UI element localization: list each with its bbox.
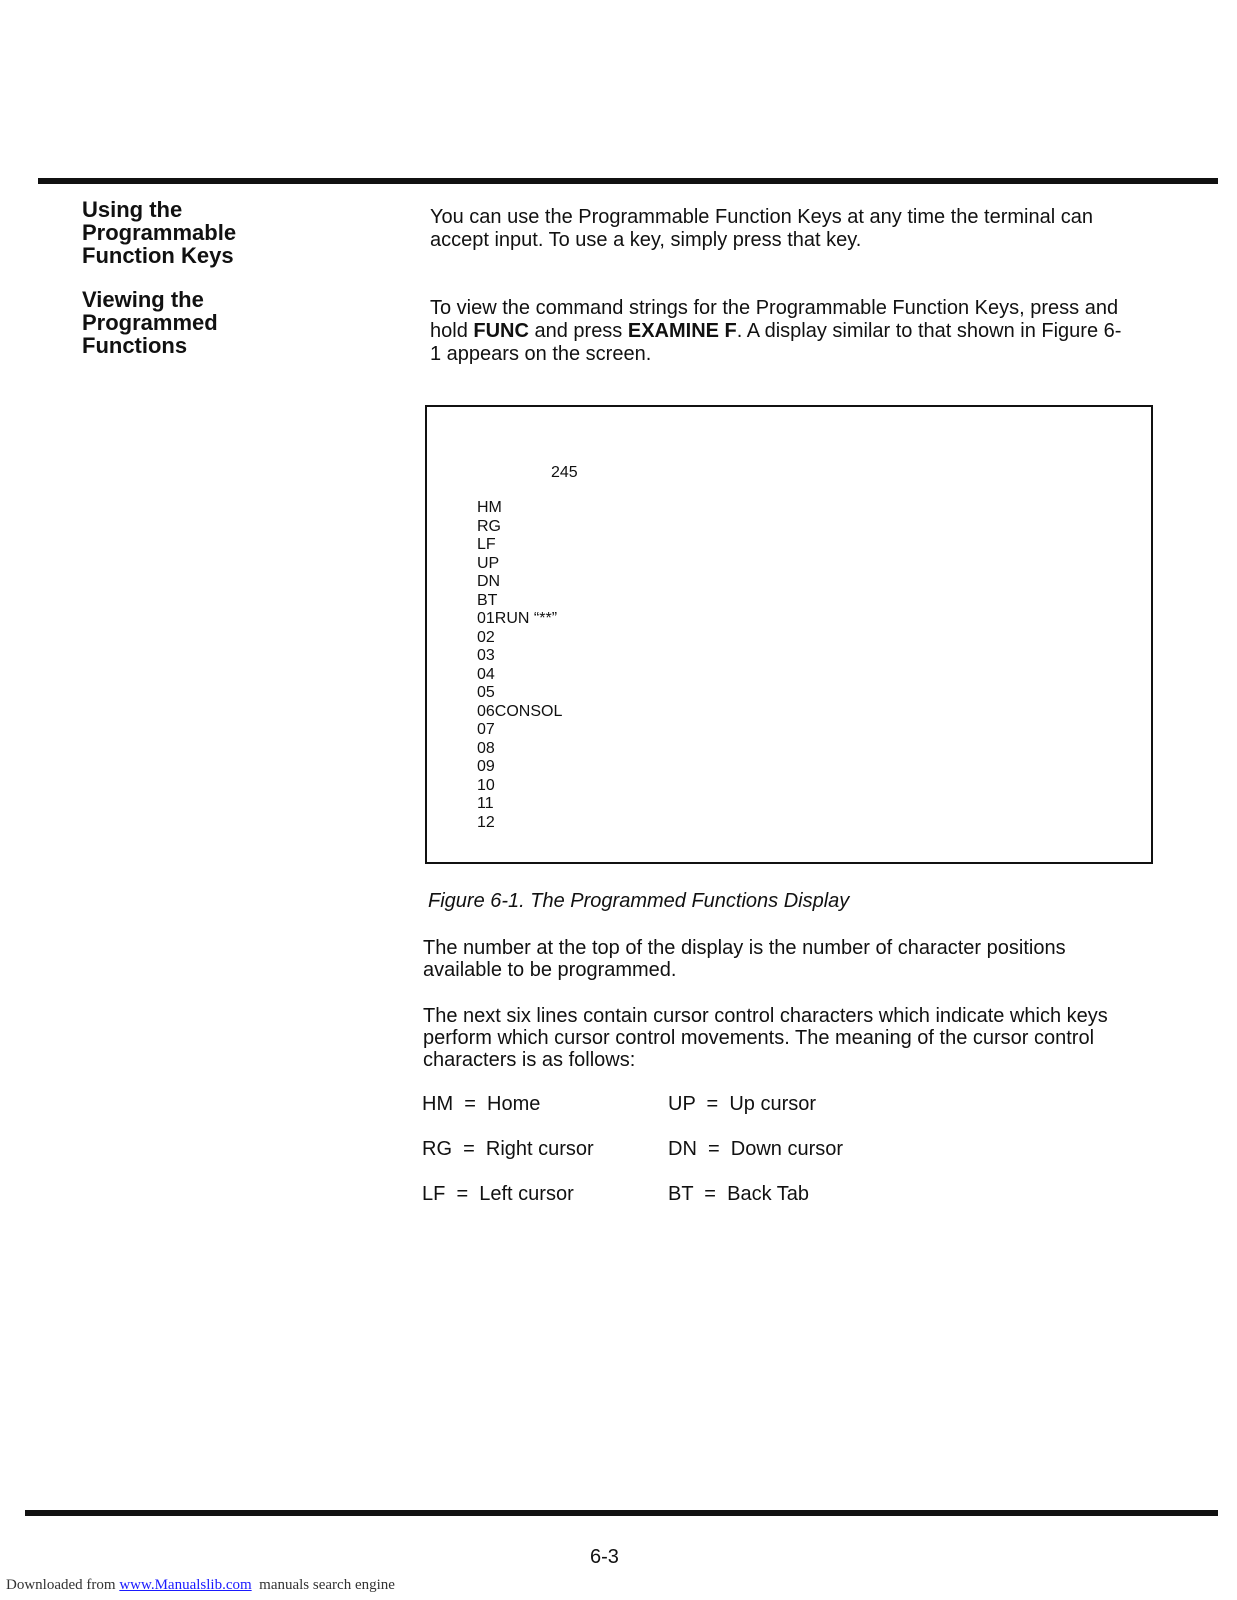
footer-prefix: Downloaded from (6, 1577, 120, 1593)
paragraph-text: To view the command strings for the Programmable Function Keys, press and hold (430, 297, 1119, 342)
side-heading-line: Programmable (82, 220, 237, 245)
paragraph-number-meaning: The number at the top of the display is the number of character positions available to be programmed. (423, 937, 1066, 981)
function-line: 11 (477, 795, 494, 812)
paragraph-text: and press (528, 320, 628, 342)
side-heading-line: Using the (82, 197, 183, 222)
side-heading-using (82, 198, 332, 267)
legend-dn: DN = Down cursor (668, 1138, 844, 1160)
function-line: LF (477, 536, 496, 553)
side-heading-line: Function Keys (82, 243, 234, 268)
legend-rg: RG = Right cursor (422, 1138, 594, 1160)
download-footer (6, 1577, 395, 1594)
side-heading-viewing (82, 288, 332, 357)
manualslib-link[interactable]: www.Manualslib.com (119, 1577, 252, 1593)
function-line: 05 (477, 684, 495, 701)
function-line: 06CONSOL (477, 702, 563, 720)
page-number: 6-3 (590, 1546, 619, 1568)
figure-caption: Figure 6-1. The Programmed Functions Display (428, 890, 850, 912)
paragraph-text: . A display similar to that shown in Figure 6-1 appears on the screen. (430, 320, 1122, 365)
function-line: 03 (477, 647, 495, 664)
function-line: 12 (477, 813, 495, 831)
key-func: FUNC (473, 320, 529, 342)
figure-display-box (425, 405, 1153, 864)
function-line: UP (477, 554, 500, 572)
function-lines (477, 499, 562, 832)
legend-up: UP = Up cursor (668, 1093, 817, 1115)
paragraph-view-strings (430, 297, 1130, 366)
side-heading-line: Programmed (82, 310, 218, 335)
function-line: 08 (477, 739, 495, 757)
key-examine-f: EXAMINE F (627, 320, 737, 342)
function-line: HM (477, 499, 502, 516)
top-rule (38, 178, 1218, 184)
side-heading-line: Viewing the (82, 287, 204, 312)
legend-hm: HM = Home (422, 1093, 541, 1115)
paragraph-cursor-lines: The next six lines contain cursor control characters which indicate which keys perform which cursor control movements. The meaning of the cursor control characters is as follows: (423, 1005, 1108, 1071)
paragraph-use-keys: You can use the Programmable Function Keys at any time the terminal can accept input. To use a key, simply press that key. (430, 206, 1093, 251)
function-line: 02 (477, 628, 495, 646)
side-heading-line: Functions (82, 333, 188, 358)
function-line: RG (477, 517, 501, 535)
function-line: DN (477, 573, 501, 590)
function-line: 04 (477, 665, 495, 683)
function-line: 07 (477, 721, 495, 738)
function-line: 10 (477, 776, 495, 794)
character-count: 245 (551, 464, 578, 481)
function-line: 09 (477, 758, 495, 775)
function-line: 01RUN “**” (477, 610, 558, 627)
function-line: BT (477, 591, 498, 609)
legend-lf: LF = Left cursor (422, 1183, 574, 1205)
legend-bt: BT = Back Tab (668, 1183, 810, 1205)
footer-suffix: manuals search engine (251, 1577, 395, 1593)
bottom-rule (25, 1510, 1218, 1516)
